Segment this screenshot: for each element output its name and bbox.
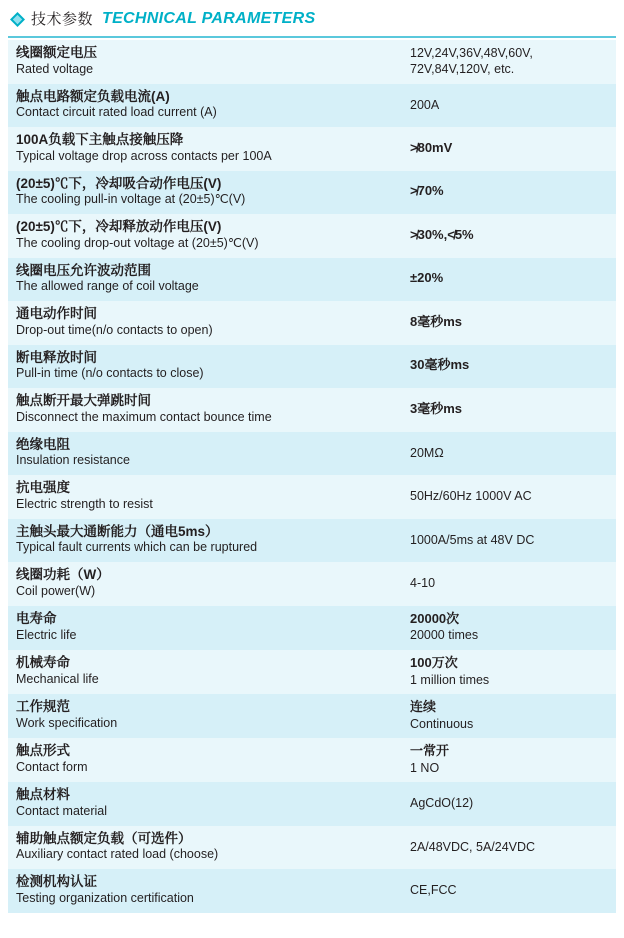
row-label-cn: 触点材料 — [16, 787, 70, 803]
table-row — [8, 345, 616, 389]
row-label-cell — [8, 345, 402, 389]
row-label-cell — [8, 826, 402, 870]
row-label-en: Insulation resistance — [16, 453, 130, 468]
row-value-line1: 20000次 — [410, 610, 460, 626]
row-value-line1: 30毫秒ms — [410, 357, 470, 373]
table-row — [8, 301, 616, 345]
row-value-cell — [402, 562, 616, 606]
row-value-line2: 1 NO — [410, 760, 440, 775]
row-value-line1: ≯70% — [410, 183, 444, 199]
table-row — [8, 826, 616, 870]
row-value-cell — [402, 475, 616, 519]
row-value-line1: 4-10 — [410, 576, 436, 591]
table-row — [8, 519, 616, 563]
table-row — [8, 694, 616, 738]
row-label-en: Testing organization certification — [16, 890, 194, 905]
row-label-cn: (20±5)℃下，冷却释放动作电压(V) — [16, 219, 222, 234]
row-value-cell — [402, 738, 616, 782]
table-row — [8, 650, 616, 694]
row-value-line1: 3毫秒ms — [410, 400, 463, 416]
row-value-cell — [402, 171, 616, 215]
row-label-cell — [8, 258, 402, 302]
row-label-en: Rated voltage — [16, 61, 94, 76]
row-label-cn: 辅助触点额定负载（可选件） — [16, 830, 192, 846]
row-value-cell — [402, 650, 616, 694]
row-value-line1: 2A/48VDC, 5A/24VDC — [410, 839, 536, 854]
row-value-cell — [402, 694, 616, 738]
row-label-en: Electric life — [16, 627, 77, 642]
row-value-line1: 8毫秒ms — [410, 313, 463, 329]
row-label-cn: (20±5)℃下，冷却吸合动作电压(V) — [16, 175, 222, 191]
section-title-cn: 技术参数 — [31, 10, 94, 28]
table-row — [8, 606, 616, 650]
row-value-line1: ±20% — [410, 270, 444, 286]
row-label-cell — [8, 475, 402, 519]
row-label-en: The cooling drop-out voltage at (20±5)℃(V) — [16, 235, 259, 250]
row-label-en: Auxiliary contact rated load (choose) — [16, 847, 219, 862]
row-value-line1: 100万次 — [410, 654, 458, 670]
row-label-en: Contact circuit rated load current (A) — [16, 105, 217, 120]
row-label-cell — [8, 127, 402, 171]
row-value-line1: 20MΩ — [410, 445, 444, 460]
row-label-cell — [8, 782, 402, 826]
section-header — [0, 0, 624, 34]
row-value-cell — [402, 301, 616, 345]
row-label-cell — [8, 84, 402, 128]
row-label-en: Mechanical life — [16, 671, 99, 686]
row-value-line1: 1000A/5ms at 48V DC — [410, 532, 535, 547]
row-label-cell — [8, 171, 402, 215]
row-label-cell — [8, 388, 402, 432]
row-label-en: Contact material — [16, 803, 108, 818]
row-label-cell — [8, 738, 402, 782]
row-label-cell — [8, 40, 402, 84]
row-value-line1: ≯30%,≮5% — [410, 226, 474, 242]
table-row — [8, 432, 616, 476]
row-label-cn: 断电释放时间 — [16, 349, 97, 365]
row-label-en: Work specification — [16, 715, 118, 730]
table-row — [8, 475, 616, 519]
row-value-cell — [402, 432, 616, 476]
table-row — [8, 388, 616, 432]
row-label-cn: 主触头最大通断能力（通电5ms） — [16, 523, 219, 539]
row-value-cell — [402, 84, 616, 128]
row-value-cell — [402, 40, 616, 84]
row-label-cn: 触点断开最大弹跳时间 — [16, 393, 151, 408]
row-label-cn: 通电动作时间 — [16, 306, 97, 321]
row-label-cn: 电寿命 — [16, 610, 57, 626]
row-value-line1: 50Hz/60Hz 1000V AC — [410, 489, 532, 504]
row-value-line2: 72V,84V,120V, etc. — [410, 62, 515, 77]
header-divider — [8, 36, 616, 38]
row-value-cell — [402, 606, 616, 650]
table-row — [8, 258, 616, 302]
row-label-en: The allowed range of coil voltage — [16, 279, 199, 294]
table-row — [8, 127, 616, 171]
row-value-line2: 1 million times — [410, 672, 490, 687]
row-label-cn: 触点电路额定负载电流(A) — [16, 88, 170, 104]
row-label-cn: 线圈功耗（W） — [16, 567, 110, 582]
row-label-cn: 绝缘电阻 — [16, 436, 70, 452]
row-value-cell — [402, 388, 616, 432]
row-label-cell — [8, 694, 402, 738]
section-title-en: TECHNICAL PARAMETERS — [102, 10, 316, 27]
row-label-cell — [8, 432, 402, 476]
row-value-line1: ≯80mV — [410, 139, 453, 155]
row-label-cn: 工作规范 — [16, 699, 70, 715]
row-label-en: Pull-in time (n/o contacts to close) — [16, 366, 204, 381]
row-value-line1: 12V,24V,36V,48V,60V, — [410, 46, 533, 60]
row-label-cn: 检测机构认证 — [16, 874, 97, 890]
table-row — [8, 738, 616, 782]
row-label-en: Contact form — [16, 760, 88, 775]
row-label-cn: 线圈电压允许波动范围 — [16, 262, 151, 278]
technical-parameters-table — [8, 40, 616, 913]
row-value-line1: AgCdO(12) — [410, 796, 474, 811]
row-label-en: Drop-out time(n/o contacts to open) — [16, 322, 213, 337]
table-row — [8, 214, 616, 258]
row-label-cn: 抗电强度 — [16, 480, 70, 495]
row-label-en: Typical fault currents which can be ruptured — [16, 540, 258, 555]
row-value-line2: Continuous — [410, 716, 474, 731]
diamond-icon — [10, 12, 25, 27]
row-label-en: Typical voltage drop across contacts per 100A — [16, 148, 272, 163]
row-value-cell — [402, 214, 616, 258]
row-label-cell — [8, 606, 402, 650]
row-label-cell — [8, 214, 402, 258]
row-label-cn: 触点形式 — [16, 743, 70, 759]
table-row — [8, 869, 616, 913]
row-label-en: Disconnect the maximum contact bounce time — [16, 409, 272, 424]
row-label-cn: 机械寿命 — [16, 654, 70, 670]
row-label-cell — [8, 650, 402, 694]
table-row — [8, 562, 616, 606]
row-value-cell — [402, 127, 616, 171]
row-value-cell — [402, 345, 616, 389]
row-value-line1: 200A — [410, 97, 440, 112]
row-value-cell — [402, 519, 616, 563]
row-value-cell — [402, 826, 616, 870]
row-value-line2: 20000 times — [410, 628, 479, 643]
row-label-cn: 100A负载下主触点接触压降 — [16, 132, 184, 147]
row-value-cell — [402, 869, 616, 913]
row-value-cell — [402, 258, 616, 302]
row-label-cell — [8, 562, 402, 606]
row-value-cell — [402, 782, 616, 826]
row-value-line1: CE,FCC — [410, 883, 457, 898]
row-label-en: Coil power(W) — [16, 583, 96, 598]
row-label-cell — [8, 301, 402, 345]
row-label-cn: 线圈额定电压 — [16, 45, 97, 60]
table-row — [8, 84, 616, 128]
row-label-cell — [8, 519, 402, 563]
table-row — [8, 782, 616, 826]
row-label-cell — [8, 869, 402, 913]
table-row — [8, 171, 616, 215]
row-label-en: The cooling pull-in voltage at (20±5)℃(V) — [16, 192, 246, 207]
row-value-line1: 一常开 — [410, 742, 450, 758]
table-row — [8, 40, 616, 84]
row-label-en: Electric strength to resist — [16, 496, 153, 511]
row-value-line1: 连续 — [410, 698, 437, 714]
